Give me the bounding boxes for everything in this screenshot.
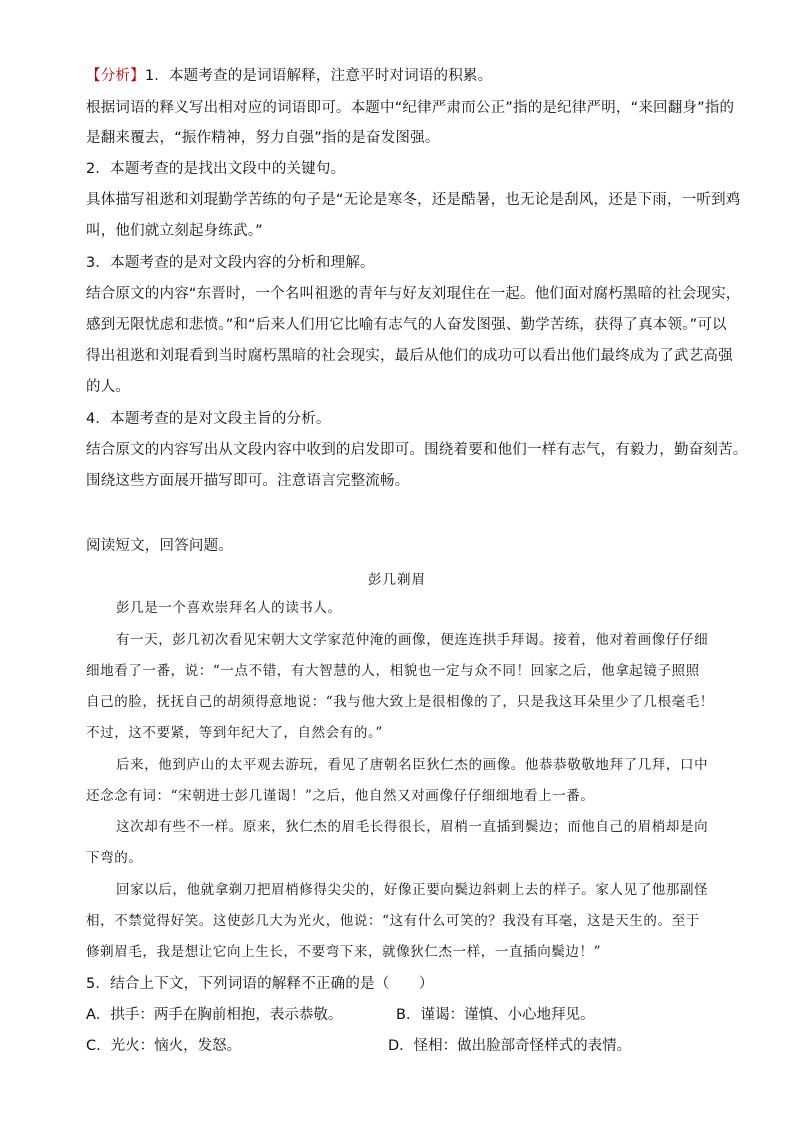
analysis-line-14: 围绕这些方面展开描写即可。注意语言完整流畅。 [86, 473, 410, 489]
analysis-line-9: 感到无限忧虑和悲愤。”和“后来人们用它比喻有志气的人奋发图强、勤学苦练，获得了真本领。”可以 [86, 317, 727, 333]
story-line-11: 相，不禁觉得好笑。这使彭几大为光火，他说：“这有什么可笑的？我没有耳毫，这是天生的。至于 [86, 913, 700, 929]
analysis-tag: 【分析】 [86, 68, 145, 84]
option-d: D．怪相：做出脸部奇怪样式的表情。 [388, 1038, 632, 1054]
analysis-line-10: 得出祖逖和刘琨看到当时腐朽黑暗的社会现实，最后从他们的成功可以看出他们最终成为了武艺高强 [86, 348, 733, 364]
analysis-line-6: 叫，他们就立刻起身练武。” [86, 223, 263, 239]
option-b: B．谨谒：谨慎、小心地拜见。 [396, 1007, 595, 1023]
analysis-line-11: 的人。 [86, 379, 131, 395]
story-line-6: 后来，他到庐山的太平观去游玩，看见了唐朝名臣狄仁杰的画像。他恭恭敬敬地拜了几拜，口中 [116, 757, 709, 773]
analysis-line-1: 【分析】1．本题考查的是词语解释，注意平时对词语的积累。 [86, 68, 493, 84]
analysis-line-2: 根据词语的释义写出相对应的词语即可。本题中“纪律严肃而公正”指的是纪律严明，“来回翻身”指的 [86, 100, 735, 116]
story-line-4: 自己的脸，抚抚自己的胡须得意地说：“我与他大致上是很相像的了，只是我这耳朵里少了几根毫毛！ [86, 694, 714, 710]
story-line-10: 回家以后，他就拿剃刀把眉梢修得尖尖的，好像正要向鬓边斜刺上去的样子。家人见了他那副怪 [116, 882, 709, 898]
reading-prompt: 阅读短文，回答问题。 [86, 538, 233, 554]
story-line-2: 有一天，彭几初次看见宋朝大文学家范仲淹的画像，便连连拱手拜谒。接着，他对着画像仔仔细 [116, 632, 709, 648]
analysis-line-8: 结合原文的内容“东晋时，一个名叫祖逖的青年与好友刘琨住在一起。他们面对腐朽黑暗的社会现实， [86, 286, 741, 302]
story-line-1: 彭几是一个喜欢崇拜名人的读书人。 [116, 600, 342, 616]
option-c: C．光火：恼火，发怒。 [86, 1038, 242, 1054]
story-line-12: 修剃眉毛，我是想让它向上生长，不要弯下来，就像狄仁杰一样，一直插向鬓边！” [86, 944, 602, 960]
analysis-line-13: 结合原文的内容写出从文段内容中收到的启发即可。围绕着要和他们一样有志气，有毅力，勤奋刻苦。 [86, 442, 748, 458]
analysis-line-12: 4．本题考查的是对文段主旨的分析。 [86, 411, 331, 427]
story-line-5: 不过，这不要紧，等到年纪大了，自然会有的。” [86, 725, 383, 741]
analysis-line-7: 3．本题考查的是对文段内容的分析和理解。 [86, 255, 375, 271]
story-line-3: 细地看了一番，说：“一点不错，有大智慧的人，相貌也一定与众不同！回家之后，他拿起镜子照照 [86, 663, 700, 679]
analysis-line-4: 2．本题考查的是找出文段中的关键句。 [86, 161, 346, 177]
story-line-9: 下弯的。 [86, 850, 143, 866]
story-title: 彭几剃眉 [368, 572, 426, 588]
story-line-8: 这次却有些不一样。原来，狄仁杰的眉毛长得很长，眉梢一直插到鬓边；而他自己的眉梢却是向 [116, 819, 709, 835]
option-a: A．拱手：两手在胸前相抱，表示恭敬。 [86, 1007, 343, 1023]
analysis-line-3: 是翻来覆去，“振作精神，努力自强”指的是奋发图强。 [86, 130, 440, 146]
analysis-line-5: 具体描写祖逖和刘琨勤学苦练的句子是“无论是寒冬，还是酷暑，也无论是刮风，还是下雨，一听到鸡 [86, 192, 741, 208]
story-line-7: 还念念有词：“宋朝进士彭几谨谒！”之后，他自然又对画像仔仔细细地看上一番。 [86, 788, 595, 804]
question-stem: 5．结合上下文，下列词语的解释不正确的是（ ） [86, 976, 434, 992]
